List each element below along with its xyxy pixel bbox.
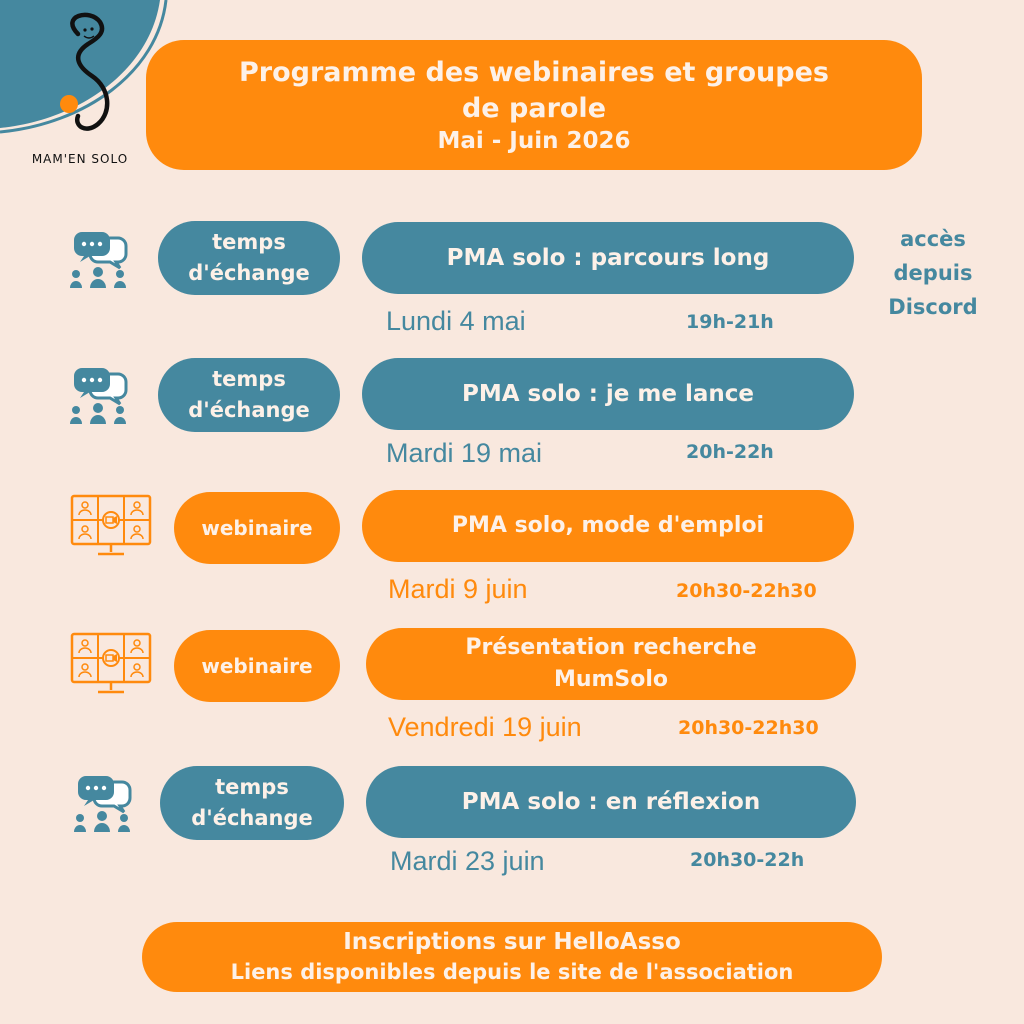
event-date: Mardi 23 juin	[390, 846, 545, 876]
logo-text: MAM'EN SOLO	[31, 152, 129, 166]
header-banner	[146, 40, 922, 170]
event-title-line2: MumSolo	[553, 667, 669, 692]
access-note-line2: depuis	[893, 261, 973, 285]
event-type-badge	[158, 358, 340, 432]
footer-line1: Inscriptions sur HelloAsso	[343, 929, 681, 956]
event-date: Mardi 9 juin	[388, 574, 528, 604]
video-conference-icon	[70, 632, 152, 696]
event-title	[366, 628, 856, 700]
chat-group-icon	[68, 230, 132, 292]
event-title	[362, 222, 854, 294]
event-time: 20h30-22h30	[676, 580, 817, 602]
event-time: 20h30-22h30	[678, 717, 819, 739]
event-time: 19h-21h	[686, 311, 774, 333]
event-type-line2: d'échange	[188, 398, 310, 422]
chat-group-icon	[72, 774, 136, 836]
header-title-line2: de parole	[461, 92, 607, 124]
event-date: Lundi 4 mai	[386, 306, 526, 336]
event-type-line1: temps	[212, 366, 286, 391]
event-title-line1: PMA solo : en réflexion	[461, 788, 761, 815]
access-note	[868, 222, 998, 324]
event-type-line2: d'échange	[191, 806, 313, 830]
event-title	[362, 358, 854, 430]
event-date: Vendredi 19 juin	[388, 712, 582, 742]
header-title-line1: Programme des webinaires et groupes	[239, 57, 829, 89]
event-type-badge	[158, 221, 340, 295]
event-type-badge	[174, 630, 340, 702]
footer-line2: Liens disponibles depuis le site de l'association	[230, 960, 794, 985]
event-time: 20h-22h	[686, 441, 774, 463]
event-date: Mardi 19 mai	[386, 438, 543, 468]
event-title-line1: Présentation recherche	[465, 635, 757, 661]
event-type-line1: webinaire	[201, 653, 313, 678]
event-title-line1: PMA solo : parcours long	[446, 244, 770, 271]
chat-group-icon	[68, 366, 132, 428]
access-note-line1: accès	[900, 227, 966, 251]
event-type-badge	[174, 492, 340, 564]
logo	[31, 6, 150, 166]
event-title-line1: PMA solo, mode d'emploi	[451, 513, 765, 539]
video-conference-icon	[70, 494, 152, 558]
footer-banner	[142, 922, 882, 992]
event-type-line2: d'échange	[188, 261, 310, 285]
event-type-line1: webinaire	[201, 515, 313, 540]
logo-mark-icon	[40, 6, 150, 146]
header-period: Mai - Juin 2026	[437, 128, 631, 155]
event-time: 20h30-22h	[690, 849, 805, 871]
event-title	[366, 766, 856, 838]
event-type-line1: temps	[215, 774, 289, 799]
event-title	[362, 490, 854, 562]
event-type-badge	[160, 766, 344, 840]
event-title-line1: PMA solo : je me lance	[461, 380, 754, 407]
event-type-line1: temps	[212, 229, 286, 254]
access-note-line3: Discord	[888, 295, 978, 319]
